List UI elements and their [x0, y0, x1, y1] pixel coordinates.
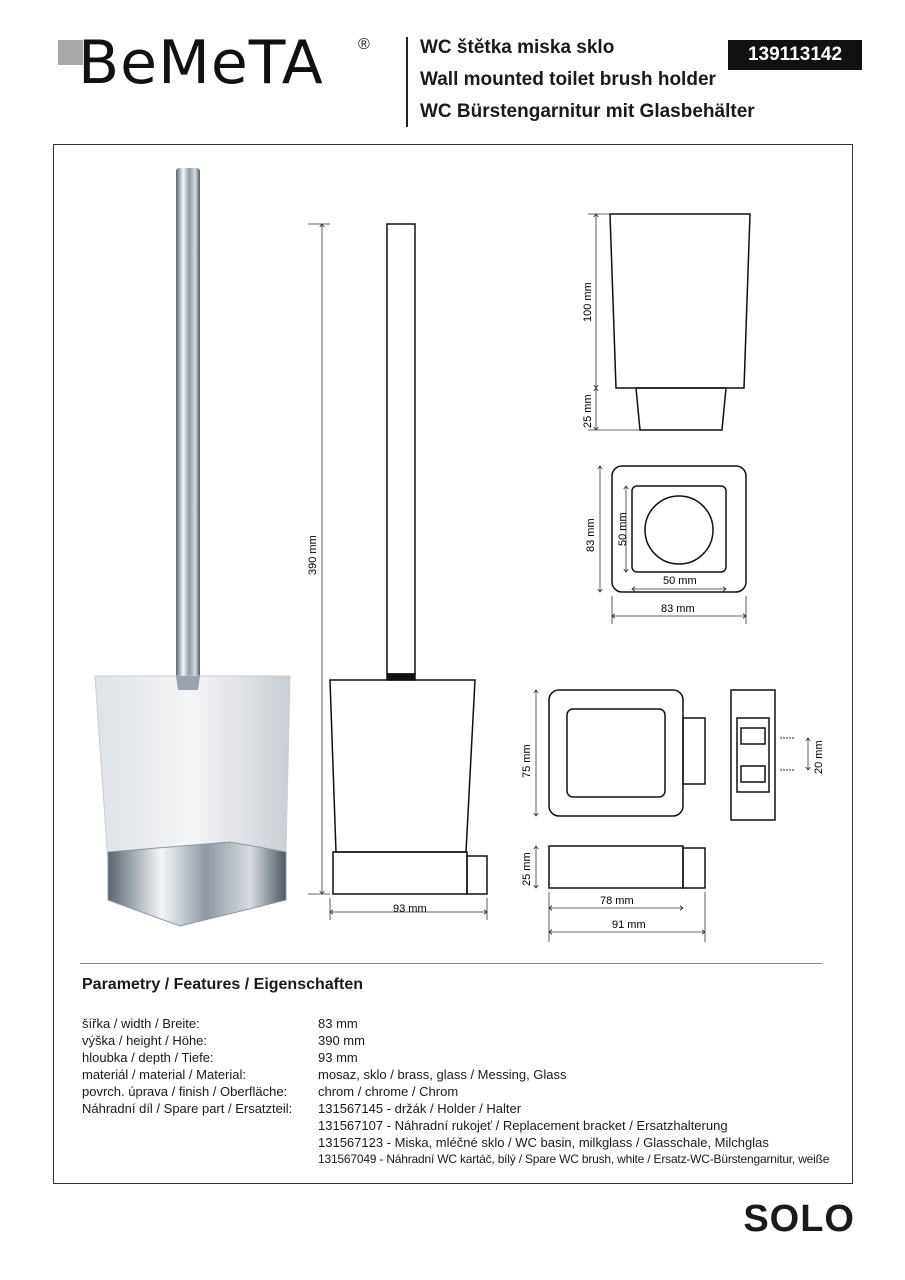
feature-label: výška / height / Höhe:	[82, 1033, 208, 1048]
product-code: 139113142	[728, 40, 862, 70]
feature-value: 390 mm	[318, 1033, 365, 1048]
title-en: Wall mounted toilet brush holder	[420, 69, 716, 90]
spare-part: 131567123 - Miska, mléčné sklo / WC basin, milkglass / Glasschale, Milchglas	[318, 1135, 769, 1150]
feature-value: 131567145 - držák / Holder / Halter	[318, 1101, 522, 1116]
dim-base-height: 25 mm	[582, 394, 594, 428]
section-divider	[80, 963, 822, 964]
series-name: SOLO	[743, 1198, 855, 1240]
feature-value: chrom / chrome / Chrom	[318, 1084, 459, 1099]
spare-part: 131567107 - Náhradní rukojeť / Replacement bracket / Ersatzhalterung	[318, 1118, 728, 1133]
dim-holder-width: 91 mm	[612, 919, 646, 931]
feature-label: hloubka / depth / Tiefe:	[82, 1050, 214, 1065]
dim-opening-side: 50 mm	[617, 512, 629, 546]
dim-holder-base: 25 mm	[521, 852, 533, 886]
feature-label: Náhradní díl / Spare part / Ersatzteil:	[82, 1101, 293, 1116]
product-photo	[95, 168, 290, 926]
dim-depth: 93 mm	[393, 903, 427, 915]
features-title: Parametry / Features / Eigenschaften	[82, 976, 363, 993]
registered-mark: ®	[358, 36, 370, 53]
wall-bracket	[731, 690, 775, 820]
dim-total-height: 390 mm	[307, 535, 319, 575]
dim-glass-height: 100 mm	[582, 282, 594, 322]
dim-holder-inner-width: 78 mm	[600, 895, 634, 907]
top-view	[612, 466, 746, 592]
dim-top-width-bottom: 83 mm	[661, 603, 695, 615]
title-de: WC Bürstengarnitur mit Glasbehälter	[420, 101, 755, 122]
dim-opening-bottom: 50 mm	[663, 575, 697, 587]
feature-label: povrch. úprava / finish / Oberfläche:	[82, 1084, 288, 1099]
side-view	[330, 224, 487, 894]
brand-logo: BeMeTA	[78, 28, 324, 98]
dim-screw-spacing: 20 mm	[813, 740, 825, 774]
dim-top-width-side: 83 mm	[585, 518, 597, 552]
glass-front-view	[610, 214, 750, 430]
title-cz: WC štětka miska sklo	[420, 37, 615, 58]
dim-holder-height: 75 mm	[521, 744, 533, 778]
spare-part: 131567049 - Náhradní WC kartáč, bílý / Spare WC brush, white / Ersatz-WC-Bürstengarnitur, weiße	[318, 1152, 830, 1166]
feature-value: mosaz, sklo / brass, glass / Messing, Glass	[318, 1067, 567, 1082]
holder-front-view	[549, 690, 705, 888]
feature-label: šířka / width / Breite:	[82, 1016, 200, 1031]
screw-icons	[780, 738, 794, 770]
feature-label: materiál / material / Material:	[82, 1067, 246, 1082]
feature-value: 93 mm	[318, 1050, 358, 1065]
feature-value: 83 mm	[318, 1016, 358, 1031]
